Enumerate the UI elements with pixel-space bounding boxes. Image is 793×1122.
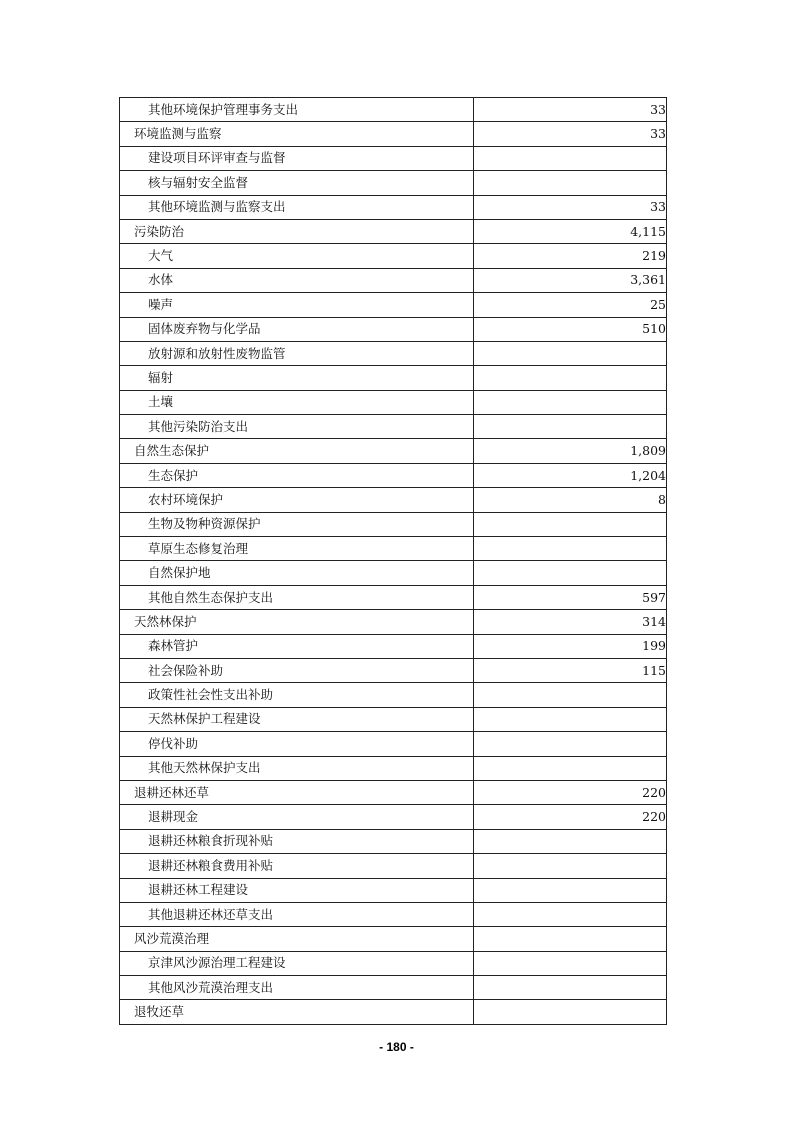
- item-name-cell: 退牧还草: [120, 1000, 474, 1024]
- table-row: [120, 488, 667, 512]
- table-row: [120, 829, 667, 853]
- item-name-cell: 固体废弃物与化学品: [120, 317, 474, 341]
- table-row: [120, 976, 667, 1000]
- table-row: [120, 146, 667, 170]
- amount-cell: 1,809: [474, 439, 667, 463]
- item-name-cell: 生态保护: [120, 463, 474, 487]
- amount-cell: [474, 951, 667, 975]
- table-row: [120, 634, 667, 658]
- item-name-cell: 退耕还林工程建设: [120, 878, 474, 902]
- amount-cell: [474, 927, 667, 951]
- amount-cell: [474, 756, 667, 780]
- table-row: [120, 317, 667, 341]
- item-name-cell: 农村环境保护: [120, 488, 474, 512]
- item-name-cell: 自然生态保护: [120, 439, 474, 463]
- item-name-cell: 噪声: [120, 293, 474, 317]
- amount-cell: [474, 341, 667, 365]
- item-name-cell: 生物及物种资源保护: [120, 512, 474, 536]
- item-name-cell: 京津风沙源治理工程建设: [120, 951, 474, 975]
- item-name-cell: 大气: [120, 244, 474, 268]
- item-name-cell: 退耕现金: [120, 805, 474, 829]
- item-name-cell: 其他风沙荒漠治理支出: [120, 976, 474, 1000]
- amount-cell: [474, 707, 667, 731]
- item-name-cell: 其他退耕还林还草支出: [120, 902, 474, 926]
- table-row: [120, 415, 667, 439]
- table-row: [120, 805, 667, 829]
- table-row: [120, 561, 667, 585]
- item-name-cell: 政策性社会性支出补助: [120, 683, 474, 707]
- table-row: [120, 537, 667, 561]
- item-name-cell: 退耕还林粮食费用补贴: [120, 854, 474, 878]
- amount-cell: [474, 902, 667, 926]
- amount-cell: [474, 512, 667, 536]
- item-name-cell: 核与辐射安全监督: [120, 171, 474, 195]
- item-name-cell: 其他污染防治支出: [120, 415, 474, 439]
- table-row: [120, 171, 667, 195]
- item-name-cell: 其他环境保护管理事务支出: [120, 98, 474, 122]
- amount-cell: 25: [474, 293, 667, 317]
- item-name-cell: 草原生态修复治理: [120, 537, 474, 561]
- item-name-cell: 自然保护地: [120, 561, 474, 585]
- table-row: [120, 439, 667, 463]
- table-body: [120, 98, 667, 1025]
- table-row: [120, 122, 667, 146]
- table-row: [120, 854, 667, 878]
- amount-cell: 510: [474, 317, 667, 341]
- item-name-cell: 建设项目环评审查与监督: [120, 146, 474, 170]
- amount-cell: 115: [474, 658, 667, 682]
- table-row: [120, 366, 667, 390]
- table-row: [120, 1000, 667, 1024]
- expenditure-table: [119, 97, 667, 1025]
- amount-cell: 4,115: [474, 219, 667, 243]
- table-row: [120, 463, 667, 487]
- amount-cell: 199: [474, 634, 667, 658]
- table-row: [120, 98, 667, 122]
- amount-cell: 1,204: [474, 463, 667, 487]
- table-row: [120, 512, 667, 536]
- item-name-cell: 其他天然林保护支出: [120, 756, 474, 780]
- item-name-cell: 退耕还林粮食折现补贴: [120, 829, 474, 853]
- table-row: [120, 195, 667, 219]
- table-row: [120, 610, 667, 634]
- amount-cell: 220: [474, 805, 667, 829]
- amount-cell: 33: [474, 195, 667, 219]
- item-name-cell: 土壤: [120, 390, 474, 414]
- table-row: [120, 244, 667, 268]
- item-name-cell: 辐射: [120, 366, 474, 390]
- table-row: [120, 341, 667, 365]
- item-name-cell: 天然林保护工程建设: [120, 707, 474, 731]
- amount-cell: 219: [474, 244, 667, 268]
- item-name-cell: 放射源和放射性废物监管: [120, 341, 474, 365]
- table-row: [120, 780, 667, 804]
- table-row: [120, 390, 667, 414]
- amount-cell: [474, 683, 667, 707]
- amount-cell: [474, 829, 667, 853]
- amount-cell: 33: [474, 98, 667, 122]
- table-row: [120, 732, 667, 756]
- amount-cell: 597: [474, 585, 667, 609]
- item-name-cell: 其他环境监测与监察支出: [120, 195, 474, 219]
- amount-cell: [474, 415, 667, 439]
- amount-cell: [474, 732, 667, 756]
- amount-cell: 3,361: [474, 268, 667, 292]
- item-name-cell: 环境监测与监察: [120, 122, 474, 146]
- table-row: [120, 707, 667, 731]
- amount-cell: [474, 146, 667, 170]
- table-row: [120, 878, 667, 902]
- table-row: [120, 585, 667, 609]
- table-row: [120, 293, 667, 317]
- amount-cell: 314: [474, 610, 667, 634]
- item-name-cell: 社会保险补助: [120, 658, 474, 682]
- table-row: [120, 902, 667, 926]
- amount-cell: 220: [474, 780, 667, 804]
- amount-cell: [474, 1000, 667, 1024]
- amount-cell: [474, 171, 667, 195]
- table-row: [120, 927, 667, 951]
- table-row: [120, 658, 667, 682]
- table-row: [120, 683, 667, 707]
- amount-cell: [474, 854, 667, 878]
- table-row: [120, 756, 667, 780]
- table-row: [120, 219, 667, 243]
- item-name-cell: 停伐补助: [120, 732, 474, 756]
- amount-cell: [474, 561, 667, 585]
- item-name-cell: 森林管护: [120, 634, 474, 658]
- table-row: [120, 268, 667, 292]
- amount-cell: [474, 537, 667, 561]
- item-name-cell: 风沙荒漠治理: [120, 927, 474, 951]
- item-name-cell: 污染防治: [120, 219, 474, 243]
- amount-cell: 33: [474, 122, 667, 146]
- amount-cell: 8: [474, 488, 667, 512]
- item-name-cell: 退耕还林还草: [120, 780, 474, 804]
- amount-cell: [474, 390, 667, 414]
- amount-cell: [474, 878, 667, 902]
- item-name-cell: 水体: [120, 268, 474, 292]
- amount-cell: [474, 366, 667, 390]
- item-name-cell: 其他自然生态保护支出: [120, 585, 474, 609]
- table-row: [120, 951, 667, 975]
- amount-cell: [474, 976, 667, 1000]
- item-name-cell: 天然林保护: [120, 610, 474, 634]
- page-number: - 180 -: [379, 1040, 414, 1054]
